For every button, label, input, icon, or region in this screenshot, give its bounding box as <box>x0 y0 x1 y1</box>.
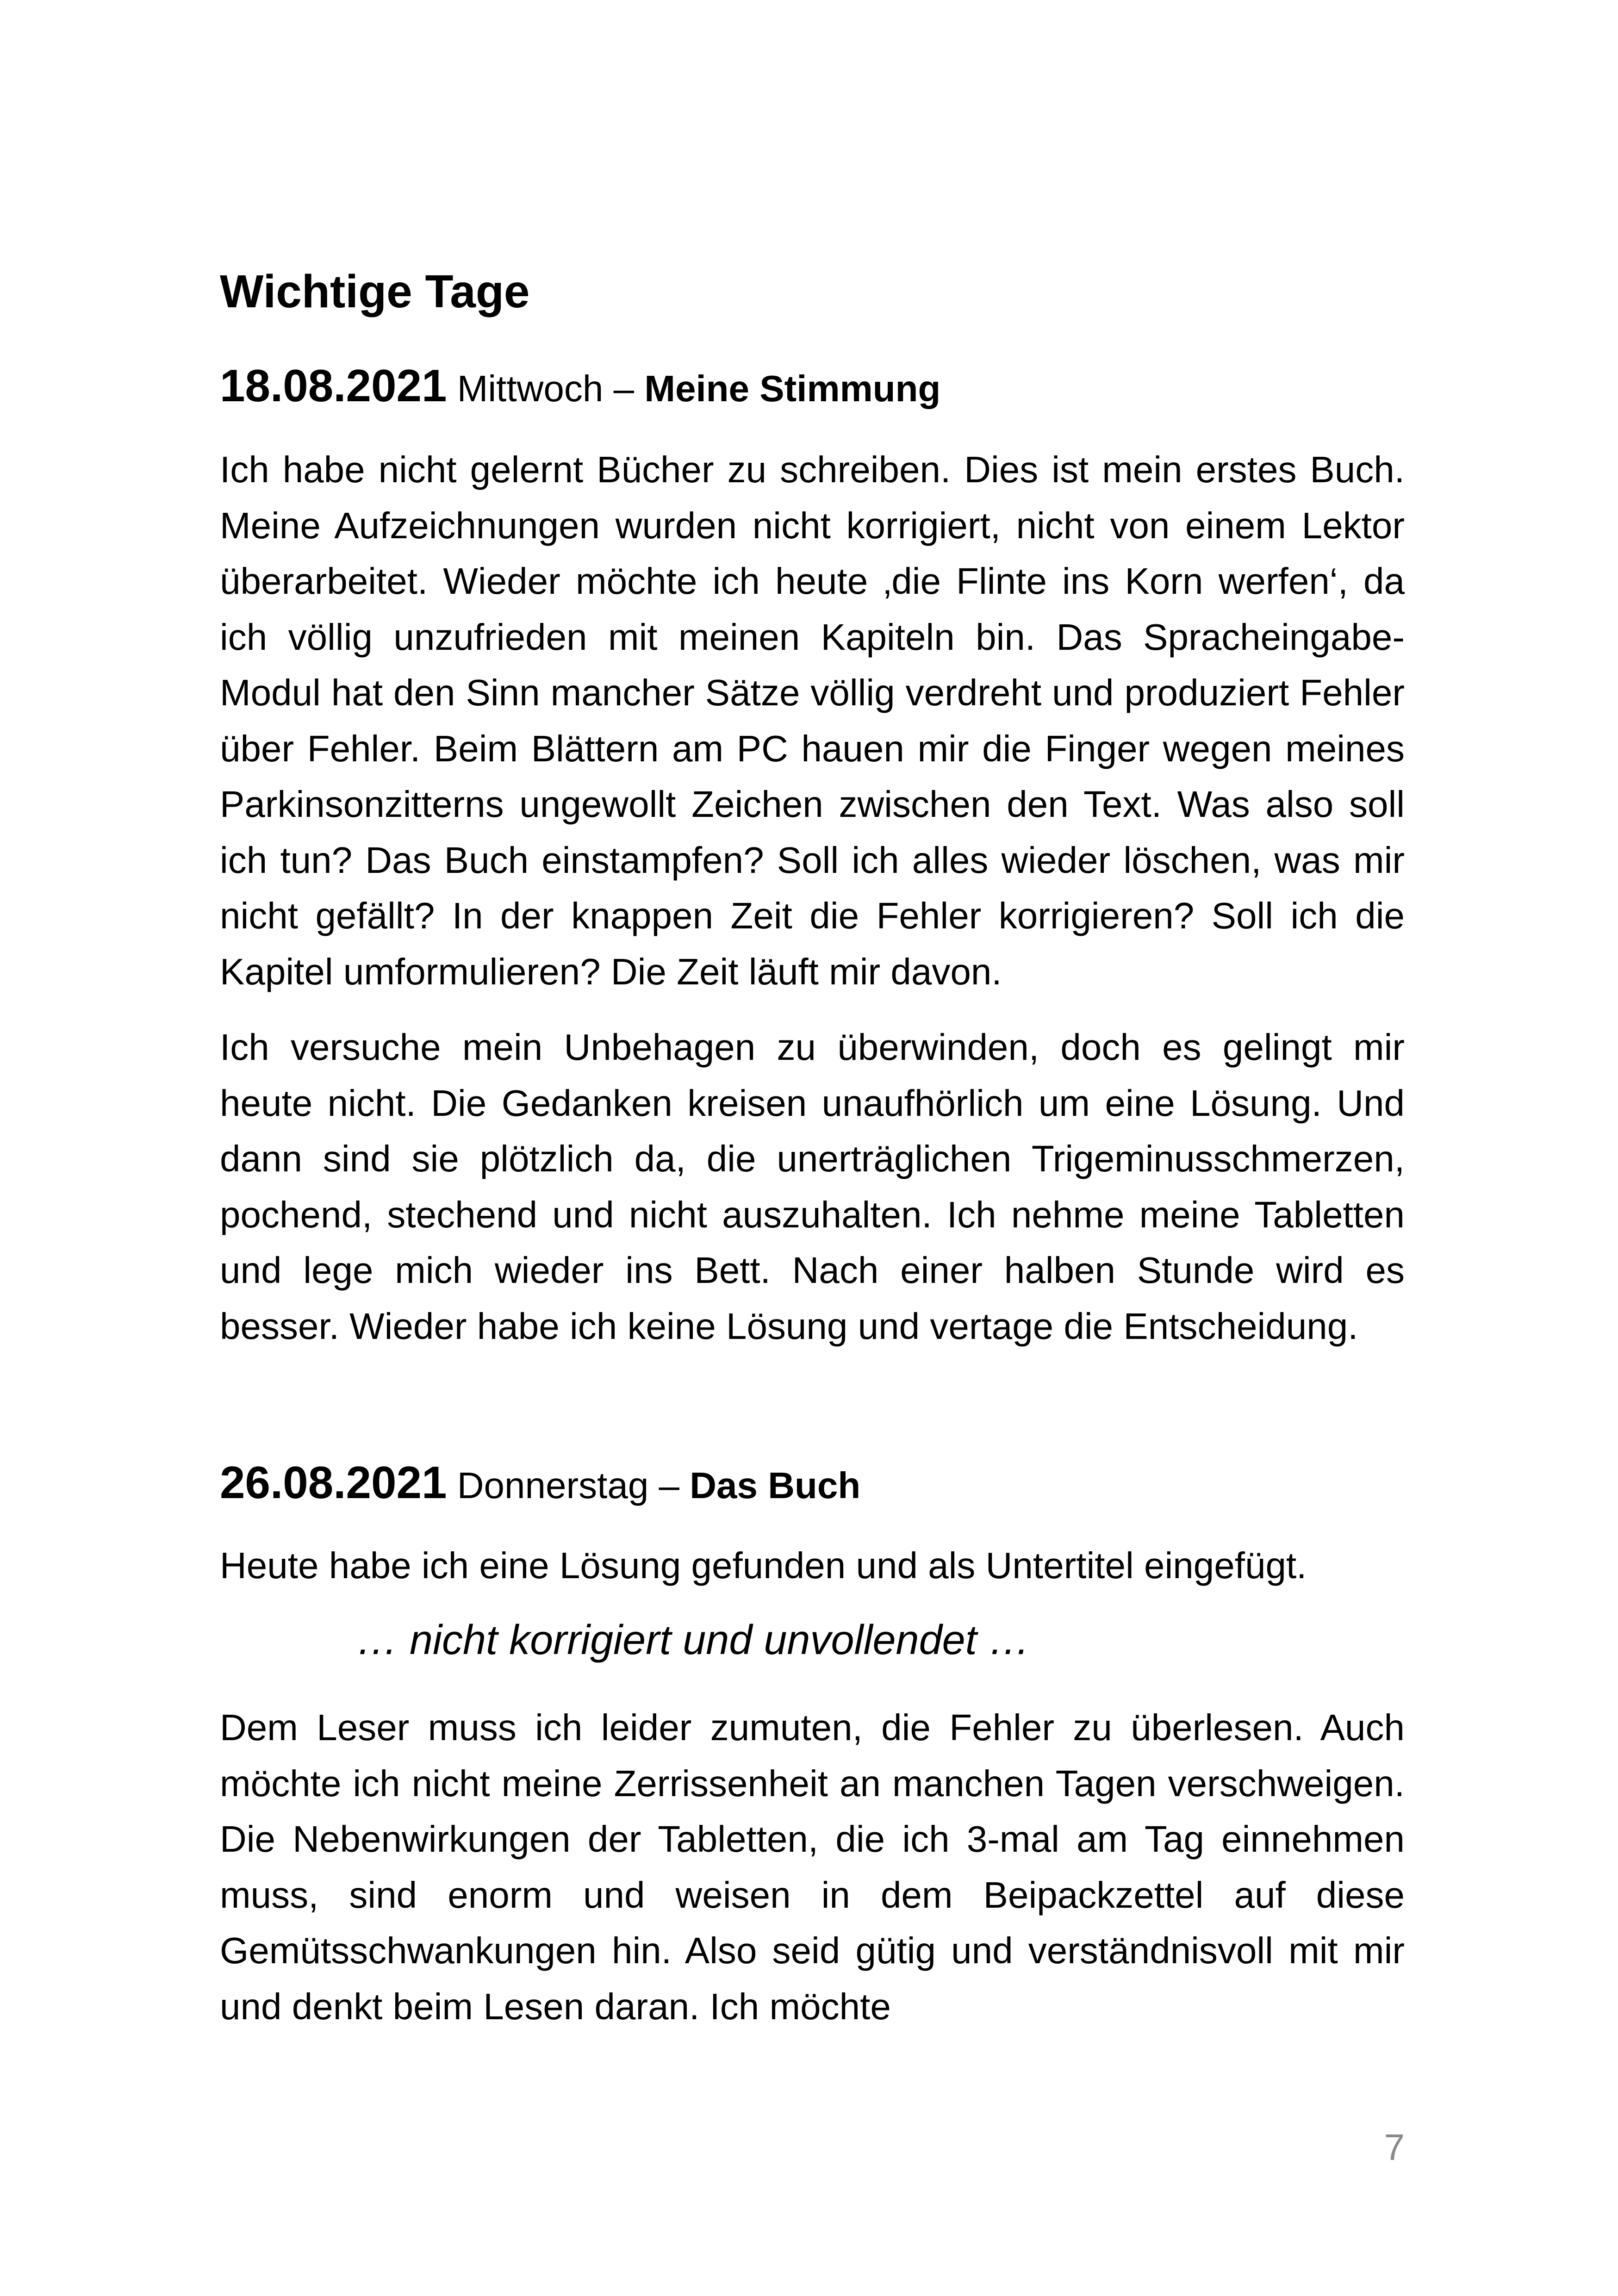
entry-paragraph: Ich habe nicht gelernt Bücher zu schreiben. Dies ist mein erstes Buch. Meine Aufzeichnungen wurden nicht korrigiert, nicht von einem Lektor überarbeitet. Wieder möchte ich heute ‚die Flinte ins Korn werfen‘, da ich völlig unzufrieden mit meinen Kapiteln bin. Das Spracheingabe-Modul hat den Sinn mancher Sätze völlig verdreht und produziert Fehler über Fehler. Beim Blättern am PC hauen mir die Finger wegen meines Parkinsonzitterns ungewollt Zeichen zwischen den Text. Was also soll ich tun? Das Buch einstampfen? Soll ich alles wieder löschen, was mir nicht gefällt? In der knappen Zeit die Fehler korrigieren? Soll ich die Kapitel umformulieren? Die Zeit läuft mir davon. <box>220 449 1405 992</box>
entry-separator: – <box>659 1465 680 1506</box>
entry-weekday: Mittwoch <box>457 368 604 409</box>
entry-weekday: Donnerstag <box>457 1465 649 1506</box>
entry-heading-1 <box>220 359 940 413</box>
entry-date: 18.08.2021 <box>220 360 447 411</box>
page-number: 7 <box>1384 2127 1405 2168</box>
chapter-title: Wichtige Tage <box>220 266 530 317</box>
entry-heading-2 <box>220 1456 860 1510</box>
entry-date: 26.08.2021 <box>220 1457 447 1508</box>
entry-paragraph: Dem Leser muss ich leider zumuten, die Fehler zu überlesen. Auch möchte ich nicht meine Zerrissenheit an manchen Tagen verschweigen. Die Nebenwirkungen der Tabletten, die ich 3-mal am Tag einnehmen muss, sind enorm und weisen in dem Beipackzettel auf diese Gemütsschwankungen hin. Also seid gütig und verständnisvoll mit mir und denkt beim Lesen daran. Ich möchte <box>220 1707 1405 2027</box>
entry-separator: – <box>613 368 635 409</box>
book-page <box>220 0 1405 2296</box>
entry-topic: Das Buch <box>690 1465 861 1506</box>
entry-quote: … nicht korrigiert und unvollendet … <box>356 1617 1030 1663</box>
entry-topic: Meine Stimmung <box>644 368 941 409</box>
entry-paragraph: Ich versuche mein Unbehagen zu überwinden, doch es gelingt mir heute nicht. Die Gedanken kreisen unaufhörlich um eine Lösung. Und dann sind sie plötzlich da, die unerträglichen Trigeminusschmerzen, pochend, stechend und nicht auszuhalten. Ich nehme meine Tabletten und lege mich wieder ins Bett. Nach einer halben Stunde wird es besser. Wieder habe ich keine Lösung und vertage die Entscheidung. <box>220 1027 1405 1347</box>
entry-intro: Heute habe ich eine Lösung gefunden und als Untertitel eingefügt. <box>220 1545 1307 1586</box>
